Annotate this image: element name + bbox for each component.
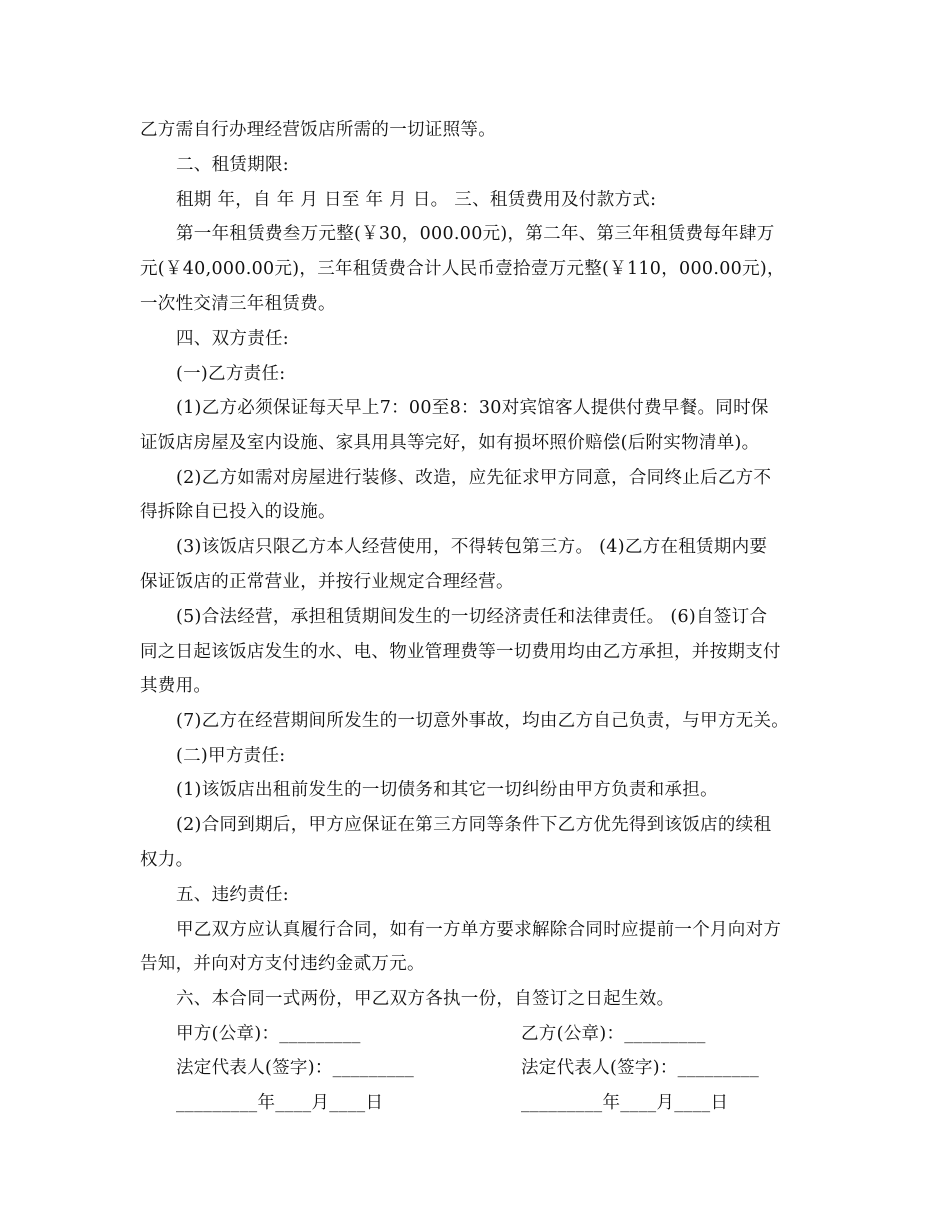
paragraph-line: 证饭店房屋及室内设施、家具用具等完好，如有损坏照价赔偿(后附实物清单)。 [140,433,760,453]
subsection-heading-party-b: (一)乙方责任: [176,364,286,384]
paragraph-line: 租期 年，自 年 月 日至 年 月 日。 三、租赁费用及付款方式: [176,190,657,210]
paragraph-line: 得拆除自已投入的设施。 [140,502,336,522]
paragraph-line: 甲乙双方应认真履行合同，如有一方单方要求解除合同时应提前一个月向对方 [176,920,782,940]
party-b-date-field: _________年____月____日 [521,1093,729,1113]
section-heading-responsibilities: 四、双方责任: [176,329,289,349]
paragraph-line: 保证饭店的正常营业，并按行业规定合理经营。 [140,572,514,592]
paragraph-line: 同之日起该饭店发生的水、电、物业管理费等一切费用均由乙方承担，并按期支付 [140,642,781,662]
paragraph-line: (3)该饭店只限乙方本人经营使用，不得转包第三方。 (4)乙方在租赁期内要 [176,537,768,557]
paragraph-line: 告知，并向对方支付违约金贰万元。 [140,954,425,974]
paragraph-line: 权力。 [140,850,194,870]
paragraph-line: (7)乙方在经营期间所发生的一切意外事故，均由乙方自己负责，与甲方无关。 [176,711,790,731]
party-b-representative-field: 法定代表人(签字)：_________ [521,1058,760,1078]
party-a-representative-field: 法定代表人(签字)：_________ [176,1058,415,1078]
paragraph-line: 其费用。 [140,676,212,696]
party-b-seal-field: 乙方(公章)：_________ [521,1024,706,1044]
paragraph-line: 乙方需自行办理经营饭店所需的一切证照等。 [140,120,496,140]
paragraph-line: (1)乙方必须保证每天早上7：00至8：30对宾馆客人提供付费早餐。同时保 [176,398,769,418]
paragraph-line: (2)乙方如需对房屋进行装修、改造，应先征求甲方同意，合同终止后乙方不 [176,468,772,488]
paragraph-line: (2)合同到期后，甲方应保证在第三方同等条件下乙方优先得到该饭店的续租 [176,815,772,835]
section-heading-lease-term: 二、租赁期限: [176,155,289,175]
paragraph-line: (1)该饭店出租前发生的一切债务和其它一切纠纷由甲方负责和承担。 [176,780,718,800]
paragraph-line: 元(￥40,000.00元)，三年租赁费合计人民币壹拾壹万元整(￥110，000.00元)， [140,259,785,279]
party-a-seal-field: 甲方(公章)：_________ [176,1024,361,1044]
paragraph-line: (5)合法经营，承担租赁期间发生的一切经济责任和法律责任。 (6)自签订合 [176,607,768,627]
section-heading-breach: 五、违约责任: [176,885,289,905]
subsection-heading-party-a: (二)甲方责任: [176,746,286,766]
party-a-date-field: _________年____月____日 [176,1093,384,1113]
paragraph-line: 一次性交清三年租赁费。 [140,294,336,314]
paragraph-line: 六、本合同一式两份，甲乙双方各执一份，自签订之日起生效。 [176,989,675,1009]
paragraph-line: 第一年租赁费叁万元整(￥30，000.00元)，第二年、第三年租赁费每年肆万 [176,224,775,244]
